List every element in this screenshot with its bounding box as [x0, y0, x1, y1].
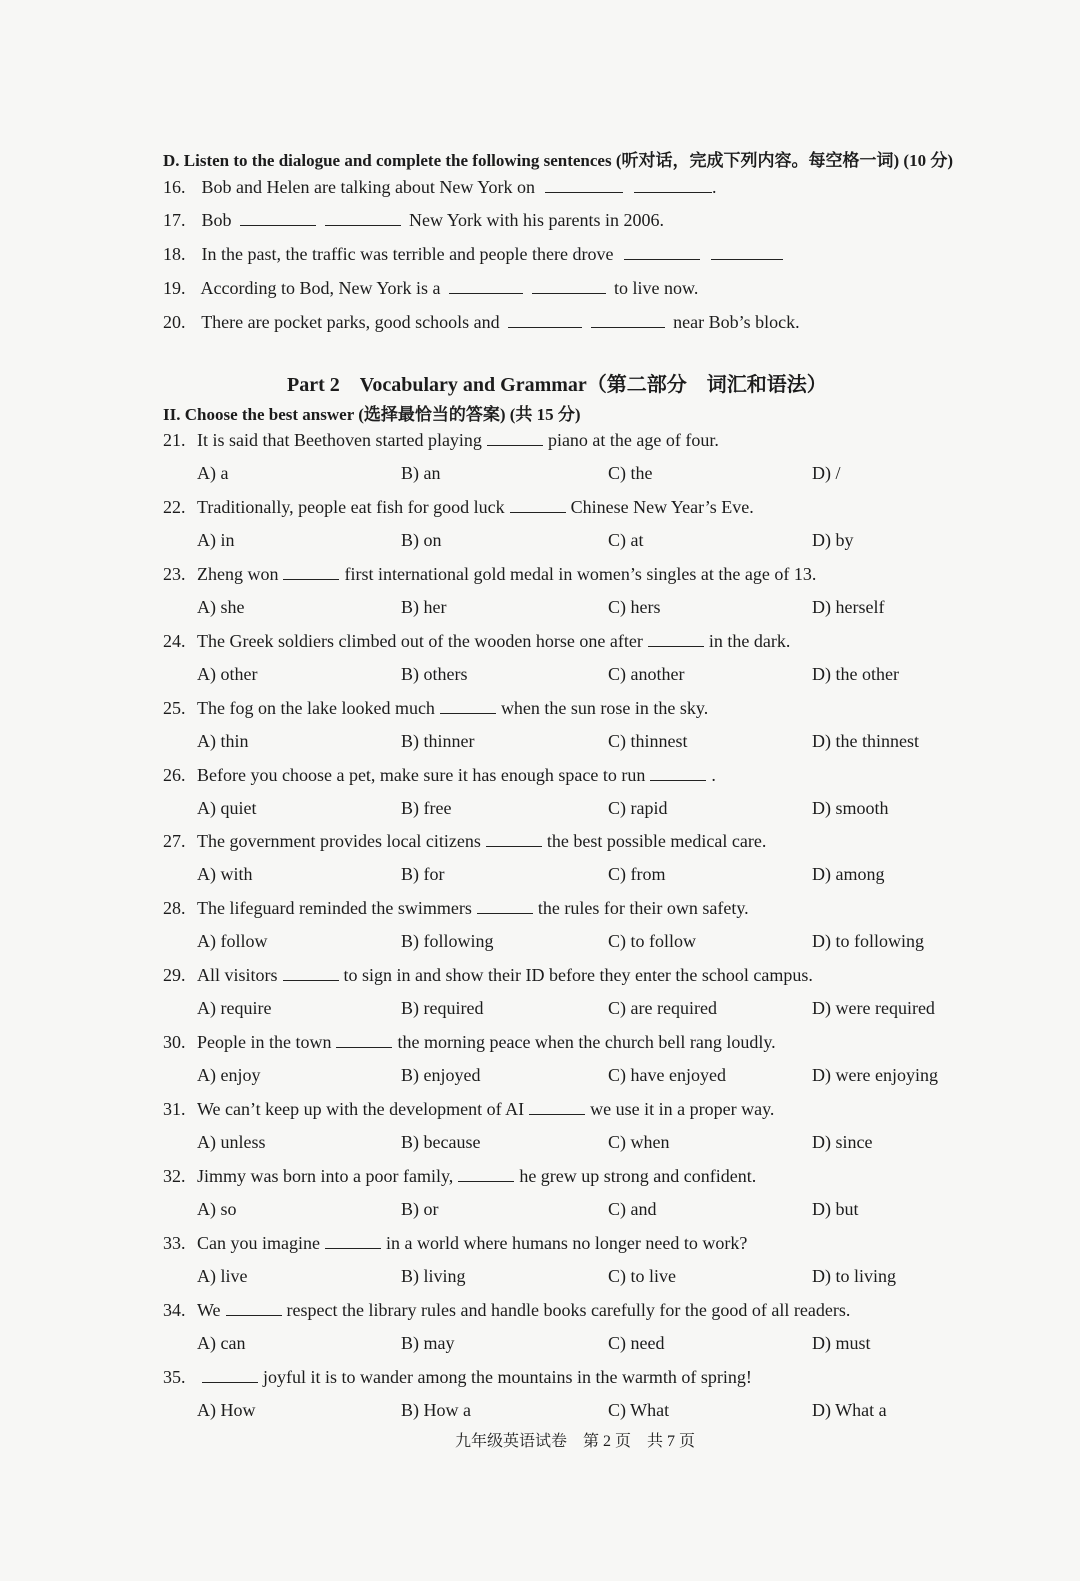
question-number: 16.: [163, 177, 186, 197]
answer-option[interactable]: B) on: [401, 529, 442, 550]
answer-option[interactable]: D) since: [812, 1132, 873, 1152]
answer-blank[interactable]: [487, 431, 543, 446]
listening-item: [163, 177, 716, 198]
question-text-pre: Traditionally, people eat fish for good luck: [197, 496, 505, 517]
answer-blank[interactable]: [325, 1234, 381, 1249]
question-text-pre: We: [197, 1299, 221, 1320]
answer-option[interactable]: D) by: [812, 529, 854, 550]
question-text-post: to live now.: [614, 278, 699, 298]
answer-option[interactable]: A) so: [197, 1198, 237, 1219]
answer-option[interactable]: A) can: [197, 1332, 246, 1353]
question-text-post: joyful it is to wander among the mountains in the warmth of spring!: [263, 1366, 752, 1387]
answer-option[interactable]: B) for: [401, 864, 445, 885]
question-stem: [163, 698, 708, 719]
answer-blank[interactable]: [283, 966, 339, 981]
question-stem: [163, 965, 813, 986]
answer-option[interactable]: C) and: [608, 1198, 657, 1219]
question-stem: [163, 831, 766, 852]
question-number: 22.: [163, 496, 186, 517]
answer-option[interactable]: B) or: [401, 1198, 439, 1219]
question-number: 32.: [163, 1165, 186, 1186]
answer-option[interactable]: C) What: [608, 1399, 670, 1420]
page-footer: 九年级英语试卷 第 2 页 共 7 页: [454, 1433, 695, 1450]
answer-blank[interactable]: [532, 279, 606, 294]
question-text-pre: It is said that Beethoven started playing: [197, 430, 482, 450]
answer-blank[interactable]: [650, 766, 706, 781]
answer-option[interactable]: B) enjoyed: [401, 1065, 481, 1086]
answer-option[interactable]: B) because: [401, 1132, 481, 1152]
question-stem: [163, 898, 749, 919]
answer-option[interactable]: B) thinner: [401, 730, 475, 751]
question-text-pre: Bob: [201, 210, 232, 230]
answer-option[interactable]: D) must: [812, 1332, 871, 1353]
answer-option[interactable]: C) to follow: [608, 931, 696, 952]
question-number: 21.: [163, 430, 186, 450]
question-text-pre: In the past, the traffic was terrible and people there drove: [201, 244, 614, 264]
listening-item: [163, 244, 783, 265]
question-text-pre: There are pocket parks, good schools and: [201, 312, 500, 332]
answer-option[interactable]: D) smooth: [812, 797, 889, 818]
answer-option[interactable]: D) the thinnest: [812, 730, 919, 751]
question-text-post: in the dark.: [708, 630, 791, 651]
question-stem: [163, 1032, 776, 1053]
answer-blank[interactable]: [510, 498, 566, 513]
answer-blank[interactable]: [449, 279, 523, 294]
answer-blank[interactable]: [648, 632, 704, 647]
question-text-post: the best possible medical care.: [546, 831, 767, 852]
answer-option[interactable]: C) are required: [608, 998, 717, 1019]
question-text-post: near Bob’s block.: [673, 312, 800, 332]
question-text-post: in a world where humans no longer need to work?: [385, 1232, 748, 1253]
answer-option[interactable]: D) among: [812, 864, 885, 885]
question-stem: [163, 564, 816, 585]
answer-option[interactable]: A) in: [197, 529, 235, 550]
question-stem: [163, 430, 719, 451]
answer-option[interactable]: A) other: [197, 663, 258, 684]
answer-option[interactable]: B) following: [401, 931, 494, 952]
answer-option[interactable]: C) thinnest: [608, 730, 688, 751]
question-number: 30.: [163, 1032, 186, 1053]
question-text-pre: Jimmy was born into a poor family,: [197, 1165, 454, 1186]
answer-blank[interactable]: [529, 1100, 585, 1115]
answer-option[interactable]: C) need: [608, 1332, 665, 1353]
section-ii-title: II. Choose the best answer (选择最恰当的答案) (共 15 分): [163, 405, 581, 424]
question-text-post: New York with his parents in 2006.: [409, 210, 665, 230]
answer-option[interactable]: A) unless: [197, 1132, 266, 1152]
question-text-pre: The Greek soldiers climbed out of the wooden horse one after: [197, 630, 643, 651]
answer-option[interactable]: D) /: [812, 463, 841, 483]
question-text-pre: People in the town: [197, 1032, 332, 1053]
answer-option[interactable]: A) enjoy: [197, 1065, 261, 1086]
answer-option[interactable]: C) hers: [608, 596, 661, 617]
answer-option[interactable]: B) her: [401, 596, 447, 617]
listening-item: [163, 312, 800, 333]
section-d-title: D. Listen to the dialogue and complete the following sentences (听对话，完成下列内容。每空格一词) (10 分): [163, 151, 953, 170]
answer-option[interactable]: C) from: [608, 864, 666, 885]
answer-option[interactable]: B) an: [401, 463, 441, 483]
question-number: 18.: [163, 244, 186, 264]
question-text-pre: The fog on the lake looked much: [197, 697, 435, 718]
question-number: 31.: [163, 1099, 186, 1119]
answer-option[interactable]: D) What a: [812, 1399, 887, 1420]
question-number: 26.: [163, 764, 186, 785]
answer-option[interactable]: D) to living: [812, 1265, 896, 1286]
answer-option[interactable]: D) were required: [812, 998, 935, 1019]
question-text-post: Chinese New Year’s Eve.: [570, 496, 754, 517]
answer-blank[interactable]: [325, 211, 401, 226]
question-stem: [163, 1166, 756, 1187]
question-stem: [163, 1367, 752, 1388]
answer-option[interactable]: B) How a: [401, 1399, 471, 1420]
question-number: 34.: [163, 1299, 186, 1320]
question-number: 17.: [163, 210, 186, 230]
question-number: 33.: [163, 1232, 186, 1253]
question-text-post: to sign in and show their ID before they enter the school campus.: [343, 965, 813, 986]
question-text-pre: Before you choose a pet, make sure it has enough space to run: [197, 764, 646, 785]
question-stem: [163, 1099, 774, 1120]
answer-option[interactable]: A) quiet: [197, 797, 257, 818]
answer-option[interactable]: C) the: [608, 463, 653, 483]
answer-option[interactable]: C) when: [608, 1132, 670, 1152]
question-text-pre: Can you imagine: [197, 1232, 320, 1253]
question-stem: [163, 1233, 747, 1254]
question-stem: [163, 765, 716, 786]
question-text-pre: The lifeguard reminded the swimmers: [197, 898, 472, 919]
answer-option[interactable]: D) the other: [812, 663, 899, 684]
question-stem: [163, 1300, 850, 1321]
answer-blank[interactable]: [477, 899, 533, 914]
question-number: 35.: [163, 1366, 186, 1387]
answer-blank[interactable]: [283, 565, 339, 580]
answer-blank[interactable]: [486, 832, 542, 847]
question-text-post: respect the library rules and handle books carefully for the good of all readers.: [286, 1299, 851, 1320]
answer-blank[interactable]: [624, 245, 700, 260]
question-number: 24.: [163, 630, 186, 651]
question-text-pre: Zheng won: [197, 563, 279, 584]
answer-option[interactable]: A) live: [197, 1265, 248, 1286]
answer-blank[interactable]: [711, 245, 783, 260]
answer-option[interactable]: B) may: [401, 1332, 455, 1353]
answer-blank[interactable]: [240, 211, 316, 226]
answer-option[interactable]: C) rapid: [608, 797, 668, 818]
question-text-post: the morning peace when the church bell rang loudly.: [397, 1032, 776, 1053]
question-number: 28.: [163, 898, 186, 919]
answer-option[interactable]: A) with: [197, 864, 253, 885]
answer-option[interactable]: C) at: [608, 529, 644, 550]
answer-option[interactable]: C) have enjoyed: [608, 1065, 726, 1086]
answer-blank[interactable]: [591, 313, 665, 328]
question-text-post: the rules for their own safety.: [537, 898, 749, 919]
answer-blank[interactable]: [202, 1368, 258, 1383]
question-text-post: piano at the age of four.: [547, 430, 719, 450]
answer-option[interactable]: A) How: [197, 1399, 256, 1420]
question-text-pre: We can’t keep up with the development of AI: [197, 1099, 525, 1119]
answer-option[interactable]: A) a: [197, 463, 229, 483]
answer-option[interactable]: D) but: [812, 1198, 859, 1219]
answer-option[interactable]: D) were enjoying: [812, 1065, 938, 1086]
question-text-pre: All visitors: [197, 965, 278, 986]
answer-blank[interactable]: [458, 1167, 514, 1182]
answer-blank[interactable]: [508, 313, 582, 328]
question-number: 27.: [163, 831, 186, 852]
answer-option[interactable]: D) herself: [812, 596, 885, 617]
question-text-post: .: [711, 764, 716, 785]
question-number: 19.: [163, 278, 186, 298]
answer-option[interactable]: A) thin: [197, 730, 249, 751]
question-text-post: .: [711, 177, 717, 197]
answer-option[interactable]: B) free: [401, 797, 452, 818]
question-number: 25.: [163, 697, 186, 718]
answer-option[interactable]: A) she: [197, 596, 245, 617]
question-text-pre: According to Bod, New York is a: [200, 278, 441, 298]
answer-blank[interactable]: [634, 178, 712, 193]
answer-option[interactable]: B) others: [401, 663, 468, 684]
question-number: 20.: [163, 312, 186, 332]
answer-option[interactable]: D) to following: [812, 931, 924, 952]
answer-blank[interactable]: [336, 1033, 392, 1048]
question-text-post: first international gold medal in women’s singles at the age of 13.: [344, 563, 817, 584]
question-stem: [163, 631, 790, 652]
answer-option[interactable]: C) to live: [608, 1265, 676, 1286]
answer-option[interactable]: C) another: [608, 663, 685, 684]
listening-item: [163, 210, 664, 231]
part-2-title: Part 2 Vocabulary and Grammar（第二部分 词汇和语法）: [287, 374, 827, 396]
question-number: 29.: [163, 965, 186, 986]
answer-option[interactable]: A) require: [197, 998, 272, 1019]
question-stem: [163, 497, 754, 518]
answer-blank[interactable]: [440, 699, 496, 714]
question-text-post: when the sun rose in the sky.: [500, 697, 709, 718]
question-text-post: we use it in a proper way.: [590, 1099, 775, 1119]
answer-option[interactable]: B) living: [401, 1265, 466, 1286]
listening-item: [163, 278, 698, 299]
question-text-pre: The government provides local citizens: [197, 831, 481, 852]
answer-option[interactable]: A) follow: [197, 931, 268, 952]
answer-blank[interactable]: [226, 1301, 282, 1316]
answer-option[interactable]: B) required: [401, 998, 484, 1019]
question-text-post: he grew up strong and confident.: [519, 1165, 757, 1186]
question-text-pre: Bob and Helen are talking about New York on: [201, 177, 535, 197]
question-number: 23.: [163, 563, 186, 584]
answer-blank[interactable]: [545, 178, 623, 193]
